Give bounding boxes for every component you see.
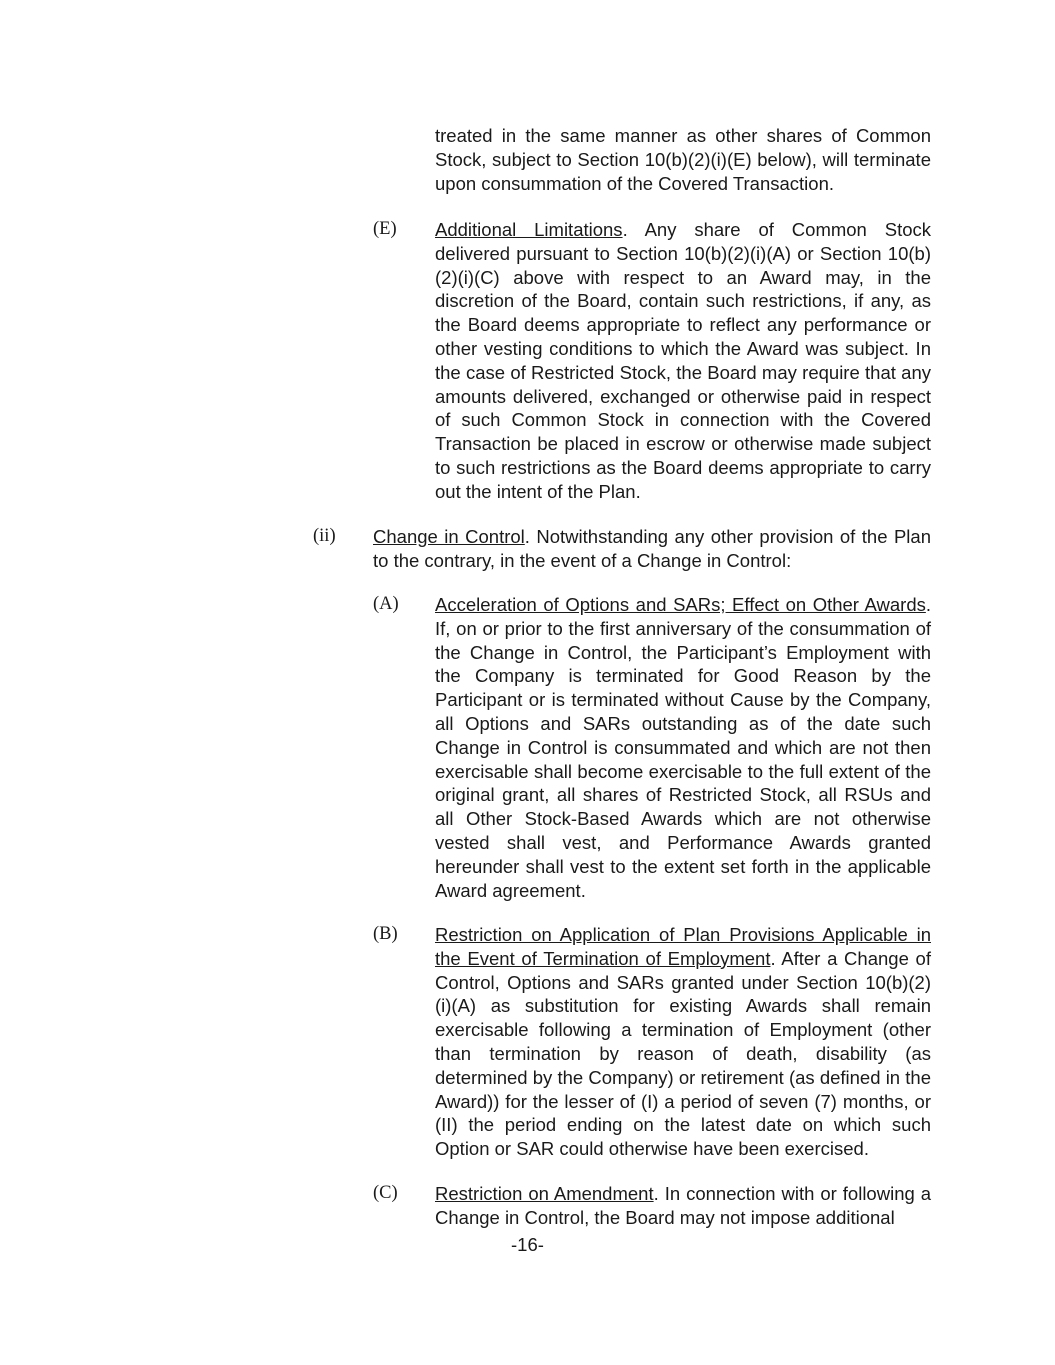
item-e-body: . Any share of Common Stock delivered pursuant to Section 10(b)(2)(i)(A) or Section 10(b)(2)(i)(C) above with respect to an Award may, in the discretion of the Board, contain such restrictions, if any, as the Board deems appropriate to reflect any performance or other vesting conditions to which the Award was subject. In the case of Restricted Stock, the Board may require that any amounts delivered, exchanged or otherwise paid in respect of such Common Stock in connection with the Covered Transaction be placed in escrow or otherwise made subject to such restrictions as the Board deems appropriate to carry out the intent of the Plan. bbox=[435, 219, 931, 502]
item-a-marker: (A) bbox=[373, 594, 399, 614]
item-a-body: . If, on or prior to the first anniversary of the consummation of the Change in Control, the Participant’s Employment with the Company is terminated for Good Reason by the Participant or is terminated without Cause by the Company, all Options and SARs outstanding as of the date such Change in Control is consummated and which are not then exercisable shall become exercisable to the full extent of the original grant, all shares of Restricted Stock, all RSUs and all Other Stock-Based Awards which are not otherwise vested shall vest, and Performance Awards granted hereunder shall vest to the extent set forth in the applicable Award agreement. bbox=[435, 594, 931, 901]
item-ii-marker: (ii) bbox=[313, 526, 336, 546]
item-b-heading: Restriction on Application of Plan Provisions Applicable in the Event of Termination of Employment bbox=[435, 924, 931, 969]
item-ii-body: . Notwithstanding any other provision of the Plan to the contrary, in the event of a Change in Control: bbox=[373, 526, 931, 571]
item-b-paragraph bbox=[435, 923, 931, 1161]
item-c-heading: Restriction on Amendment bbox=[435, 1183, 654, 1204]
item-e-heading: Additional Limitations bbox=[435, 219, 623, 240]
page-number: -16- bbox=[511, 1234, 544, 1255]
item-a-heading: Acceleration of Options and SARs; Effect on Other Awards bbox=[435, 594, 926, 615]
item-b-body: . After a Change of Control, Options and SARs granted under Section 10(b)(2)(i)(A) as substitution for existing Awards shall remain exercisable following a termination of Employment (other than termination by reason of death, disability (as determined by the Company) or retirement (as defined in the Award)) for the lesser of (I) a period of seven (7) months, or (II) the period ending on the latest date on which such Option or SAR could otherwise have been exercised. bbox=[435, 947, 931, 1160]
item-c-marker: (C) bbox=[373, 1183, 398, 1203]
item-e-paragraph bbox=[435, 218, 931, 504]
continued-paragraph: treated in the same manner as other shares of Common Stock, subject to Section 10(b)(2)(i)(E) below), will terminate upon consummation of the Covered Transaction. bbox=[435, 125, 931, 194]
item-c-paragraph bbox=[435, 1182, 931, 1230]
item-a-paragraph bbox=[435, 593, 931, 902]
item-c-body: . In connection with or following a Change in Control, the Board may not impose additional bbox=[435, 1183, 932, 1228]
item-e-marker: (E) bbox=[373, 219, 397, 239]
item-ii-paragraph bbox=[373, 525, 931, 573]
item-b-marker: (B) bbox=[373, 924, 398, 944]
item-ii-heading: Change in Control bbox=[373, 526, 525, 547]
